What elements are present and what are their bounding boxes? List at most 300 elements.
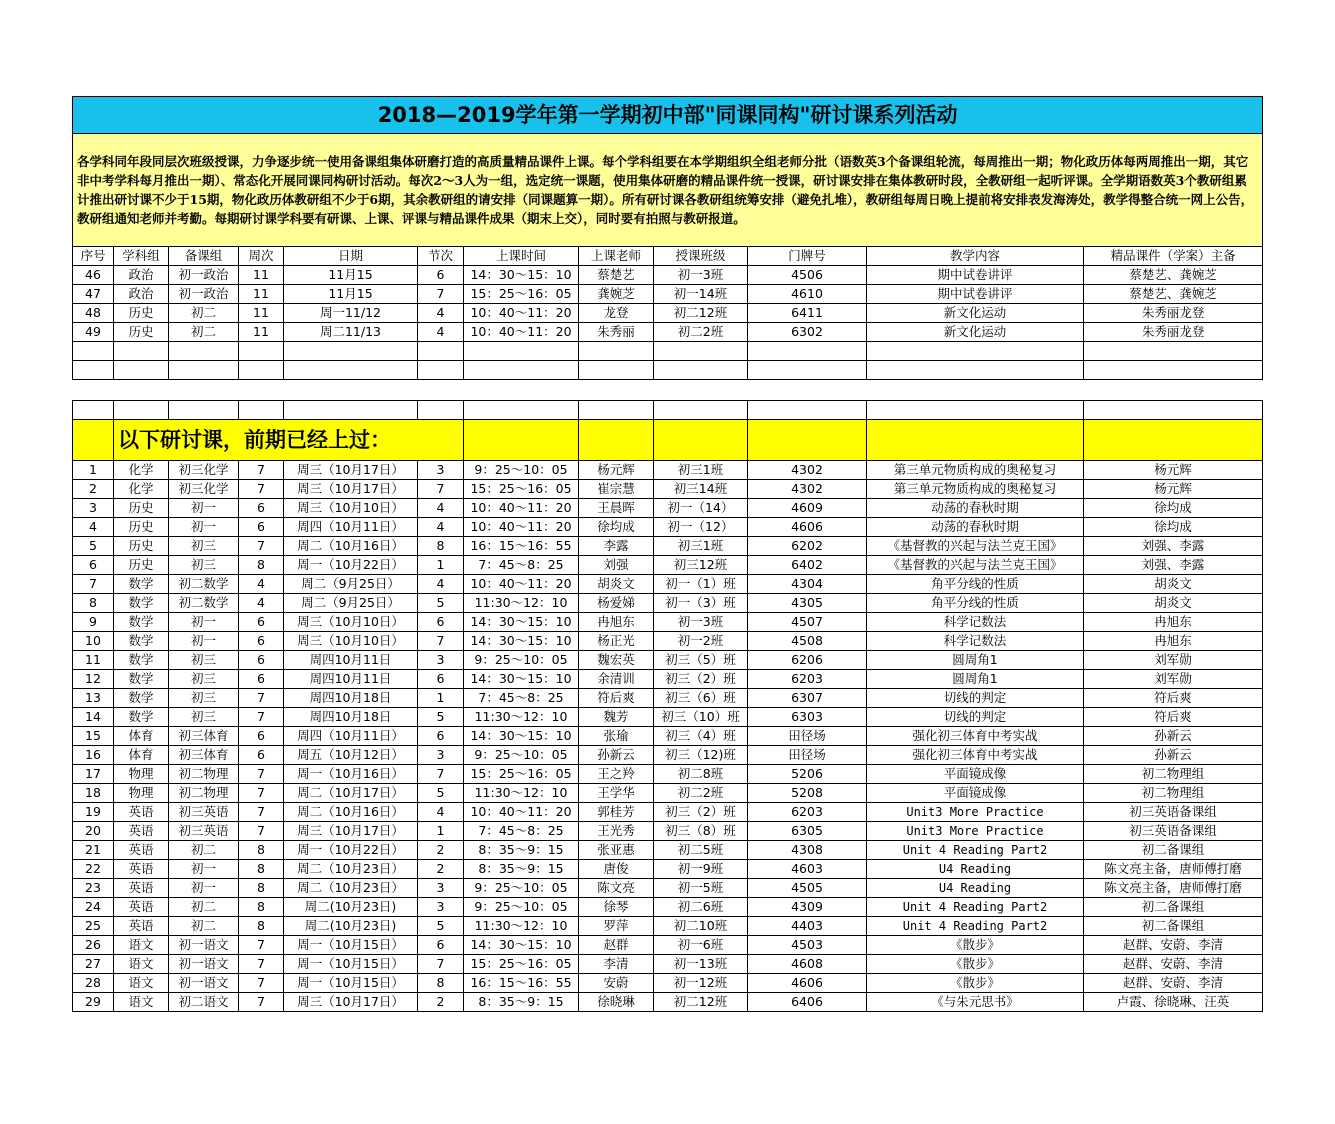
table-cell: 4309 xyxy=(748,898,867,917)
upcoming-schedule-table xyxy=(72,96,1263,380)
table-cell: 8 xyxy=(239,898,284,917)
table-cell: 周二（10月16日） xyxy=(284,803,418,822)
table-cell: 初二物理组 xyxy=(1084,784,1263,803)
table-cell: 历史 xyxy=(114,499,169,518)
table-cell: 化学 xyxy=(114,480,169,499)
table-cell: 8：35～9：15 xyxy=(464,841,579,860)
table-cell: 初一（1）班 xyxy=(654,575,748,594)
table-cell xyxy=(114,342,169,361)
table-cell: 初二备课组 xyxy=(1084,898,1263,917)
table-cell: 英语 xyxy=(114,822,169,841)
table-cell: 4304 xyxy=(748,575,867,594)
table-cell: 周五（10月12日） xyxy=(284,746,418,765)
column-header: 序号 xyxy=(73,247,114,266)
table-cell: 4 xyxy=(418,499,464,518)
table-cell: 3 xyxy=(418,651,464,670)
table-row xyxy=(73,499,1263,518)
table-cell xyxy=(239,361,284,380)
table-cell: 符后爽 xyxy=(1084,708,1263,727)
table-cell: 6307 xyxy=(748,689,867,708)
table-row xyxy=(73,917,1263,936)
table-cell: 16：15～16：55 xyxy=(464,537,579,556)
table-cell: 1 xyxy=(418,556,464,575)
table-cell: 数学 xyxy=(114,575,169,594)
table-cell: 18 xyxy=(73,784,114,803)
table-cell: 冉旭东 xyxy=(1084,613,1263,632)
table-row xyxy=(73,955,1263,974)
table-cell: 初一政治 xyxy=(169,285,239,304)
table-cell: 语文 xyxy=(114,974,169,993)
table-cell xyxy=(418,361,464,380)
table-cell: 政治 xyxy=(114,266,169,285)
table-cell: 6305 xyxy=(748,822,867,841)
table-cell: 龚婉芝 xyxy=(579,285,654,304)
table-cell: 4 xyxy=(418,803,464,822)
table-cell: 初一13班 xyxy=(654,955,748,974)
table-cell xyxy=(73,361,114,380)
table-cell: 15：25～16：05 xyxy=(464,285,579,304)
table-cell: 5 xyxy=(418,594,464,613)
table-cell xyxy=(114,361,169,380)
table-cell: 数学 xyxy=(114,651,169,670)
table-cell xyxy=(464,342,579,361)
table-cell: 2 xyxy=(73,480,114,499)
table-cell: 14 xyxy=(73,708,114,727)
table-cell: 郭桂芳 xyxy=(579,803,654,822)
table-cell: 7 xyxy=(239,993,284,1012)
table-cell xyxy=(748,361,867,380)
table-cell: 英语 xyxy=(114,917,169,936)
table-cell: 初二物理 xyxy=(169,784,239,803)
table-cell: 朱秀丽 xyxy=(579,323,654,342)
table-cell: 周一（10月15日） xyxy=(284,936,418,955)
table-cell: 语文 xyxy=(114,993,169,1012)
table-cell: 王晨晖 xyxy=(579,499,654,518)
blank-row xyxy=(73,342,1263,361)
table-cell: 6 xyxy=(239,499,284,518)
table-cell: 初一2班 xyxy=(654,632,748,651)
table-cell: 周四10月11日 xyxy=(284,670,418,689)
table-cell: 29 xyxy=(73,993,114,1012)
table-cell: 6202 xyxy=(748,537,867,556)
table-row xyxy=(73,537,1263,556)
table-cell: 11:30～12：10 xyxy=(464,784,579,803)
table-cell: 数学 xyxy=(114,613,169,632)
table-cell: 《散步》 xyxy=(867,955,1084,974)
table-cell: 6411 xyxy=(748,304,867,323)
table-cell: 赵群 xyxy=(579,936,654,955)
table-cell: 张亚惠 xyxy=(579,841,654,860)
table-cell: 11:30～12：10 xyxy=(464,594,579,613)
table-cell: 化学 xyxy=(114,461,169,480)
table-cell: 周一（10月22日） xyxy=(284,556,418,575)
table-cell: 朱秀丽龙登 xyxy=(1084,323,1263,342)
table-cell xyxy=(654,342,748,361)
table-cell: 6 xyxy=(418,936,464,955)
table-cell: 李露 xyxy=(579,537,654,556)
table-cell: 周二（9月25日） xyxy=(284,594,418,613)
table-cell: 蔡楚艺、龚婉芝 xyxy=(1084,266,1263,285)
table-row xyxy=(73,841,1263,860)
table-cell: 科学记数法 xyxy=(867,613,1084,632)
table-cell: 初一 xyxy=(169,518,239,537)
table-row xyxy=(73,556,1263,575)
table-cell: 初三体育 xyxy=(169,727,239,746)
column-header: 上课老师 xyxy=(579,247,654,266)
column-header: 节次 xyxy=(418,247,464,266)
table-cell: 10：40～11：20 xyxy=(464,304,579,323)
table-cell: 8 xyxy=(239,556,284,575)
column-header: 授课班级 xyxy=(654,247,748,266)
table-cell: 周一（10月22日） xyxy=(284,841,418,860)
table-cell: 平面镜成像 xyxy=(867,784,1084,803)
table-cell: 数学 xyxy=(114,632,169,651)
table-cell: 周三（10月17日） xyxy=(284,461,418,480)
table-cell: 初一6班 xyxy=(654,936,748,955)
table-cell: 初二2班 xyxy=(654,323,748,342)
table-cell: 25 xyxy=(73,917,114,936)
table-cell: 5 xyxy=(418,708,464,727)
table-cell: 《与朱元思书》 xyxy=(867,993,1084,1012)
table-cell: 徐琴 xyxy=(579,898,654,917)
table-cell: 7 xyxy=(239,461,284,480)
table-cell: 4505 xyxy=(748,879,867,898)
table-cell: 初二12班 xyxy=(654,993,748,1012)
table-cell: 4 xyxy=(418,518,464,537)
table-cell: 初一 xyxy=(169,613,239,632)
table-cell xyxy=(418,342,464,361)
table-cell: 6 xyxy=(239,727,284,746)
table-cell: 5208 xyxy=(748,784,867,803)
table-cell: 初一语文 xyxy=(169,974,239,993)
table-cell: 4503 xyxy=(748,936,867,955)
table-cell: Unit3 More Practice xyxy=(867,803,1084,822)
table-cell: 周三（10月10日） xyxy=(284,613,418,632)
table-cell xyxy=(867,361,1084,380)
table-row xyxy=(73,993,1263,1012)
table-cell: 田径场 xyxy=(748,727,867,746)
table-cell: 9：25～10：05 xyxy=(464,898,579,917)
table-cell: 李清 xyxy=(579,955,654,974)
table-row xyxy=(73,323,1263,342)
table-cell: 1 xyxy=(418,822,464,841)
table-cell: 初三（12)班 xyxy=(654,746,748,765)
table-cell xyxy=(169,342,239,361)
table-cell: 16：15～16：55 xyxy=(464,974,579,993)
table-cell: 符后爽 xyxy=(579,689,654,708)
table-cell: Unit 4 Reading Part2 xyxy=(867,841,1084,860)
table-cell: 48 xyxy=(73,304,114,323)
table-cell: 4302 xyxy=(748,480,867,499)
table-cell: 英语 xyxy=(114,803,169,822)
table-cell: 初三英语 xyxy=(169,803,239,822)
section-heading-row xyxy=(73,420,1263,461)
table-cell: 周四10月18日 xyxy=(284,689,418,708)
table-cell: 11 xyxy=(239,323,284,342)
table-cell: 7 xyxy=(239,803,284,822)
table-cell: 3 xyxy=(418,461,464,480)
table-cell: 4608 xyxy=(748,955,867,974)
table-cell: 周二（10月17日） xyxy=(284,784,418,803)
page-title: 2018—2019学年第一学期初中部"同课同构"研讨课系列活动 xyxy=(73,97,1263,134)
table-cell: 周二(10月23日) xyxy=(284,898,418,917)
table-cell: 9：25～10：05 xyxy=(464,461,579,480)
table-cell: 2 xyxy=(418,841,464,860)
table-cell: 魏芳 xyxy=(579,708,654,727)
table-cell: 物理 xyxy=(114,784,169,803)
table-cell: 初三（4）班 xyxy=(654,727,748,746)
table-cell: 26 xyxy=(73,936,114,955)
blank-row xyxy=(73,401,1263,420)
table-cell: 7 xyxy=(418,632,464,651)
table-row xyxy=(73,803,1263,822)
table-cell: 初三（8）班 xyxy=(654,822,748,841)
table-cell: 初一14班 xyxy=(654,285,748,304)
table-row xyxy=(73,898,1263,917)
table-cell: 初二物理组 xyxy=(1084,765,1263,784)
table-cell: 初一语文 xyxy=(169,955,239,974)
table-row xyxy=(73,670,1263,689)
table-cell: 初二2班 xyxy=(654,784,748,803)
table-cell: 余清训 xyxy=(579,670,654,689)
table-row xyxy=(73,727,1263,746)
table-cell: 47 xyxy=(73,285,114,304)
table-cell: 7 xyxy=(239,936,284,955)
table-cell: 4 xyxy=(418,304,464,323)
table-cell: 初一 xyxy=(169,499,239,518)
table-cell: 8：35～9：15 xyxy=(464,993,579,1012)
table-row xyxy=(73,632,1263,651)
table-cell: 动荡的春秋时期 xyxy=(867,518,1084,537)
activity-description: 各学科同年段同层次班级授课，力争逐步统一使用备课组集体研磨打造的高质量精品课件上课。每个学科组要在本学期组织全组老师分批（语数英3个备课组轮流，每周推出一期；物化政历体每两周推出一期，其它非中考学科每月推出一期）、常态化开展同课同构研讨活动。每次2～3人为一组，选定统一课题，使用集体研磨的精品课件统一授课，研讨课安排在集体教研时段，全教研组一起听评课。全学期语数英3个教研组累计推出研讨课不少于15期，物化政历体教研组不少于6期，其余教研组的请安排（同课题算一期）。所有研讨课各教研组统筹安排（避免扎堆），教研组每周日晚上提前将安排表发海涛处，教学得整合统一网上公告，教研组通知老师并考勤。每期研讨课学科要有研课、上课、评课与精品课件成果（期末上交），同时要有拍照与教研报道。 xyxy=(73,134,1263,247)
table-cell xyxy=(284,342,418,361)
table-cell: 2 xyxy=(418,993,464,1012)
table-cell: 陈文亮 xyxy=(579,879,654,898)
table-cell: 胡炎文 xyxy=(1084,575,1263,594)
table-cell: 初一12班 xyxy=(654,974,748,993)
table-cell: 10：40～11：20 xyxy=(464,499,579,518)
table-cell xyxy=(579,342,654,361)
table-cell: 11 xyxy=(239,304,284,323)
table-cell: 6303 xyxy=(748,708,867,727)
table-cell xyxy=(867,342,1084,361)
table-cell: 初二 xyxy=(169,323,239,342)
table-cell: 数学 xyxy=(114,594,169,613)
table-cell: 14：30～15：10 xyxy=(464,936,579,955)
table-cell: 10：40～11：20 xyxy=(464,575,579,594)
table-cell: 杨元辉 xyxy=(1084,480,1263,499)
table-cell: 14：30～15：10 xyxy=(464,727,579,746)
table-cell: 朱秀丽龙登 xyxy=(1084,304,1263,323)
table-cell: 11 xyxy=(73,651,114,670)
table-cell: 新文化运动 xyxy=(867,323,1084,342)
table-cell: 初二6班 xyxy=(654,898,748,917)
table-cell xyxy=(1084,342,1263,361)
table-cell: 初二 xyxy=(169,841,239,860)
table-cell: 初三1班 xyxy=(654,461,748,480)
table-cell: 初二语文 xyxy=(169,993,239,1012)
table-cell: 赵群、安蔚、李清 xyxy=(1084,936,1263,955)
column-header: 教学内容 xyxy=(867,247,1084,266)
table-cell: 6 xyxy=(418,727,464,746)
table-cell: 10：40～11：20 xyxy=(464,803,579,822)
table-cell: 第三单元物质构成的奥秘复习 xyxy=(867,480,1084,499)
table-cell: 圆周角1 xyxy=(867,670,1084,689)
table-cell: 6406 xyxy=(748,993,867,1012)
table-cell: 初三（6）班 xyxy=(654,689,748,708)
table-cell: 7 xyxy=(239,955,284,974)
table-cell: 徐均成 xyxy=(579,518,654,537)
table-cell: 初三化学 xyxy=(169,461,239,480)
table-cell: 6 xyxy=(239,632,284,651)
table-cell: 初二8班 xyxy=(654,765,748,784)
table-cell: 语文 xyxy=(114,955,169,974)
table-cell: 杨元辉 xyxy=(1084,461,1263,480)
table-cell: 7 xyxy=(239,974,284,993)
table-cell: 9：25～10：05 xyxy=(464,746,579,765)
table-cell: 周四10月11日 xyxy=(284,651,418,670)
table-cell: 初二10班 xyxy=(654,917,748,936)
table-cell: 科学记数法 xyxy=(867,632,1084,651)
table-cell: 3 xyxy=(418,746,464,765)
table-cell: 15：25～16：05 xyxy=(464,765,579,784)
table-cell: 6 xyxy=(239,613,284,632)
table-cell: 数学 xyxy=(114,670,169,689)
table-cell: 《基督教的兴起与法兰克王国》 xyxy=(867,537,1084,556)
table-cell xyxy=(579,361,654,380)
table-cell: Unit3 More Practice xyxy=(867,822,1084,841)
table-cell: 初三体育 xyxy=(169,746,239,765)
table-cell: 8 xyxy=(239,841,284,860)
table-cell: 初三 xyxy=(169,651,239,670)
table-cell: 圆周角1 xyxy=(867,651,1084,670)
table-cell: 6206 xyxy=(748,651,867,670)
table-cell: 4 xyxy=(73,518,114,537)
table-cell: 历史 xyxy=(114,323,169,342)
table-cell: 4603 xyxy=(748,860,867,879)
table-cell: 周一（10月16日） xyxy=(284,765,418,784)
table-cell: 6302 xyxy=(748,323,867,342)
table-cell: 周二（9月25日） xyxy=(284,575,418,594)
table-cell: 10：40～11：20 xyxy=(464,518,579,537)
table-cell: 周三（10月10日） xyxy=(284,632,418,651)
table-cell: 初三 xyxy=(169,670,239,689)
table-cell: 王光秀 xyxy=(579,822,654,841)
table-row xyxy=(73,822,1263,841)
column-header: 日期 xyxy=(284,247,418,266)
table-cell: 初二数学 xyxy=(169,594,239,613)
table-cell: 14：30～15：10 xyxy=(464,632,579,651)
table-cell: 14：30～15：10 xyxy=(464,266,579,285)
table-cell: 6203 xyxy=(748,803,867,822)
table-cell: 初一 xyxy=(169,632,239,651)
table-row xyxy=(73,879,1263,898)
table-cell: 8 xyxy=(239,879,284,898)
table-cell: 强化初三体育中考实战 xyxy=(867,746,1084,765)
table-cell: 13 xyxy=(73,689,114,708)
table-cell: 英语 xyxy=(114,860,169,879)
table-row xyxy=(73,594,1263,613)
table-cell: 6 xyxy=(239,670,284,689)
table-cell: 冉旭东 xyxy=(1084,632,1263,651)
table-cell: 5206 xyxy=(748,765,867,784)
table-cell: 46 xyxy=(73,266,114,285)
table-cell: 历史 xyxy=(114,304,169,323)
table-cell: 4610 xyxy=(748,285,867,304)
table-cell: 7 xyxy=(418,955,464,974)
table-cell: 14：30～15：10 xyxy=(464,670,579,689)
table-cell: 1 xyxy=(73,461,114,480)
table-cell: 10 xyxy=(73,632,114,651)
column-header: 上课时间 xyxy=(464,247,579,266)
table-cell: 角平分线的性质 xyxy=(867,594,1084,613)
table-cell: 田径场 xyxy=(748,746,867,765)
table-row xyxy=(73,461,1263,480)
table-cell: 初三化学 xyxy=(169,480,239,499)
column-header: 备课组 xyxy=(169,247,239,266)
table-row xyxy=(73,689,1263,708)
table-cell: 初一 xyxy=(169,879,239,898)
table-cell: 7 xyxy=(239,480,284,499)
table-cell: 6402 xyxy=(748,556,867,575)
table-cell: 6 xyxy=(239,746,284,765)
table-cell: 5 xyxy=(418,917,464,936)
table-cell: 初三英语 xyxy=(169,822,239,841)
table-cell: 15 xyxy=(73,727,114,746)
table-cell: 英语 xyxy=(114,898,169,917)
table-cell: 刘强 xyxy=(579,556,654,575)
column-header: 周次 xyxy=(239,247,284,266)
table-cell: 赵群、安蔚、李清 xyxy=(1084,974,1263,993)
table-cell: 1 xyxy=(418,689,464,708)
table-cell: 初三英语备课组 xyxy=(1084,803,1263,822)
table-cell: 7 xyxy=(418,285,464,304)
table-cell: 4609 xyxy=(748,499,867,518)
table-cell: 周二（10月23日） xyxy=(284,879,418,898)
column-header: 学科组 xyxy=(114,247,169,266)
table-cell: 角平分线的性质 xyxy=(867,575,1084,594)
table-cell: 英语 xyxy=(114,841,169,860)
table-cell: 杨正光 xyxy=(579,632,654,651)
table-cell: 11月15 xyxy=(284,285,418,304)
table-cell: 冉旭东 xyxy=(579,613,654,632)
table-cell: 16 xyxy=(73,746,114,765)
table-cell: 唐俊 xyxy=(579,860,654,879)
section-heading: 以下研讨课，前期已经上过： xyxy=(114,420,464,461)
table-cell: 3 xyxy=(418,898,464,917)
table-cell: 11月15 xyxy=(284,266,418,285)
table-cell: 物理 xyxy=(114,765,169,784)
table-cell: 6 xyxy=(239,651,284,670)
table-cell: 5 xyxy=(73,537,114,556)
table-cell: 王之羚 xyxy=(579,765,654,784)
table-cell: 初一（12） xyxy=(654,518,748,537)
table-cell: 周三（10月17日） xyxy=(284,822,418,841)
table-cell: 10：40～11：20 xyxy=(464,323,579,342)
table-cell: 数学 xyxy=(114,689,169,708)
table-cell: 12 xyxy=(73,670,114,689)
table-cell: 初三14班 xyxy=(654,480,748,499)
table-cell: 9：25～10：05 xyxy=(464,879,579,898)
table-cell: 4308 xyxy=(748,841,867,860)
table-cell: 强化初三体育中考实战 xyxy=(867,727,1084,746)
table-cell: 周二(10月23日) xyxy=(284,917,418,936)
table-cell: 周二（10月16日） xyxy=(284,537,418,556)
table-cell: 4606 xyxy=(748,518,867,537)
table-cell: 周三（10月10日） xyxy=(284,499,418,518)
table-cell: 8：35～9：15 xyxy=(464,860,579,879)
table-cell: 胡炎文 xyxy=(1084,594,1263,613)
